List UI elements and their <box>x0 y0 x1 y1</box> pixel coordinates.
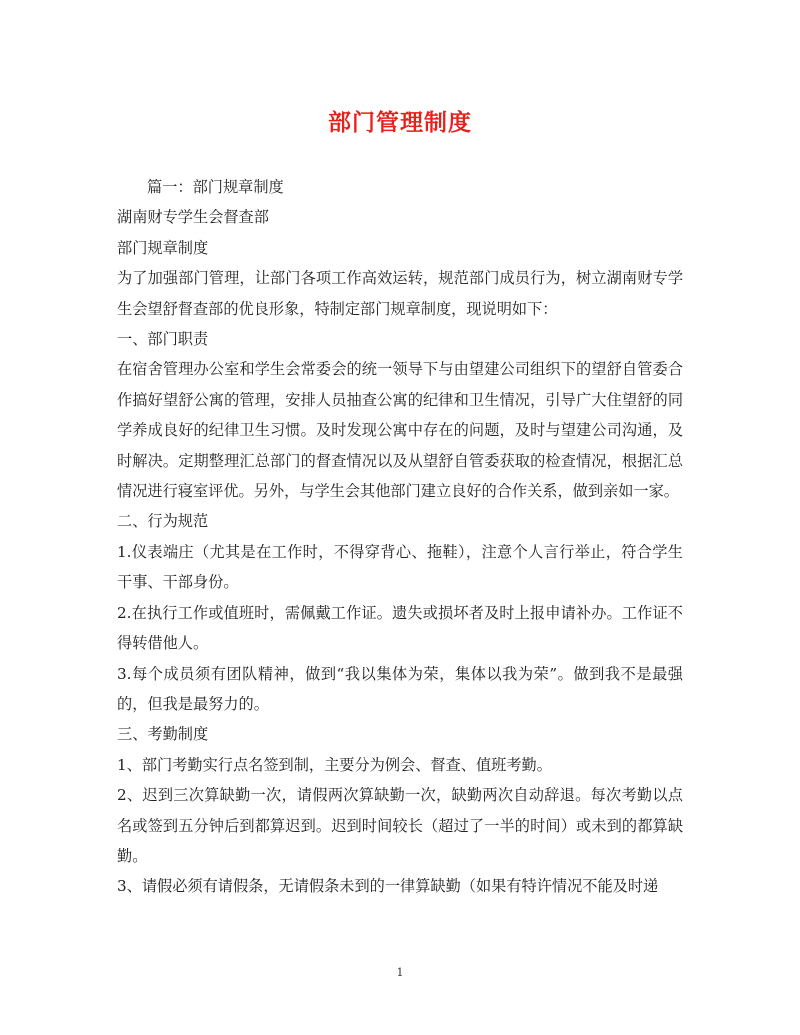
section-heading-attendance: 三、考勤制度 <box>117 725 209 744</box>
conduct-item-1: 1.仪表端庄（尤其是在工作时，不得穿背心、拖鞋），注意个人言行举止，符合学生干事、干部身份。 <box>117 542 683 592</box>
page-number: 1 <box>396 966 404 979</box>
document-title: 部门管理制度 <box>328 109 472 136</box>
attendance-item-2: 2、迟到三次算缺勤一次，请假两次算缺勤一次，缺勤两次自动辞退。每次考勤以点名或签到五分钟后到都算迟到。迟到时间较长（超过了一半的时间）或未到的都算缺勤。 <box>117 786 683 865</box>
section-heading-conduct: 二、行为规范 <box>117 512 209 531</box>
organization-name: 湖南财专学生会督查部 <box>117 208 269 227</box>
document-body <box>117 172 683 902</box>
subtitle: 部门规章制度 <box>117 238 209 257</box>
section-heading-part-one: 篇一：部门规章制度 <box>147 178 284 196</box>
attendance-item-1: 1、部门考勤实行点名签到制，主要分为例会、督查、值班考勤。 <box>117 755 552 774</box>
section-heading-duties: 一、部门职责 <box>117 330 209 349</box>
intro-paragraph: 为了加强部门管理，让部门各项工作高效运转，规范部门成员行为，树立湖南财专学生会望舒督查部的优良形象，特制定部门规章制度，现说明如下： <box>117 269 683 318</box>
conduct-item-3: 3.每个成员须有团队精神，做到“我以集体为荣，集体以我为荣”。做到我不是最强的，但我是最努力的。 <box>117 664 683 713</box>
attendance-item-3: 3、请假必须有请假条，无请假条未到的一律算缺勤（如果有特许情况不能及时递 <box>117 877 659 896</box>
conduct-item-2: 2.在执行工作或值班时，需佩戴工作证。遗失或损坏者及时上报申请补办。工作证不得转借他人。 <box>117 603 683 653</box>
duties-paragraph: 在宿舍管理办公室和学生会常委会的统一领导下与由望建公司组织下的望舒自管委合作搞好望舒公寓的管理，安排人员抽查公寓的纪律和卫生情况，引导广大住望舒的同学养成良好的纪律卫生习惯。及时发现公寓中存在的问题，及时与望建公司沟通，及时解决。定期整理汇总部门的督查情况以及从望舒自管委获取的检查情况，根据汇总情况进行寝室评优。另外，与学生会其他部门建立良好的合作关系，做到亲如一家。 <box>117 360 683 501</box>
